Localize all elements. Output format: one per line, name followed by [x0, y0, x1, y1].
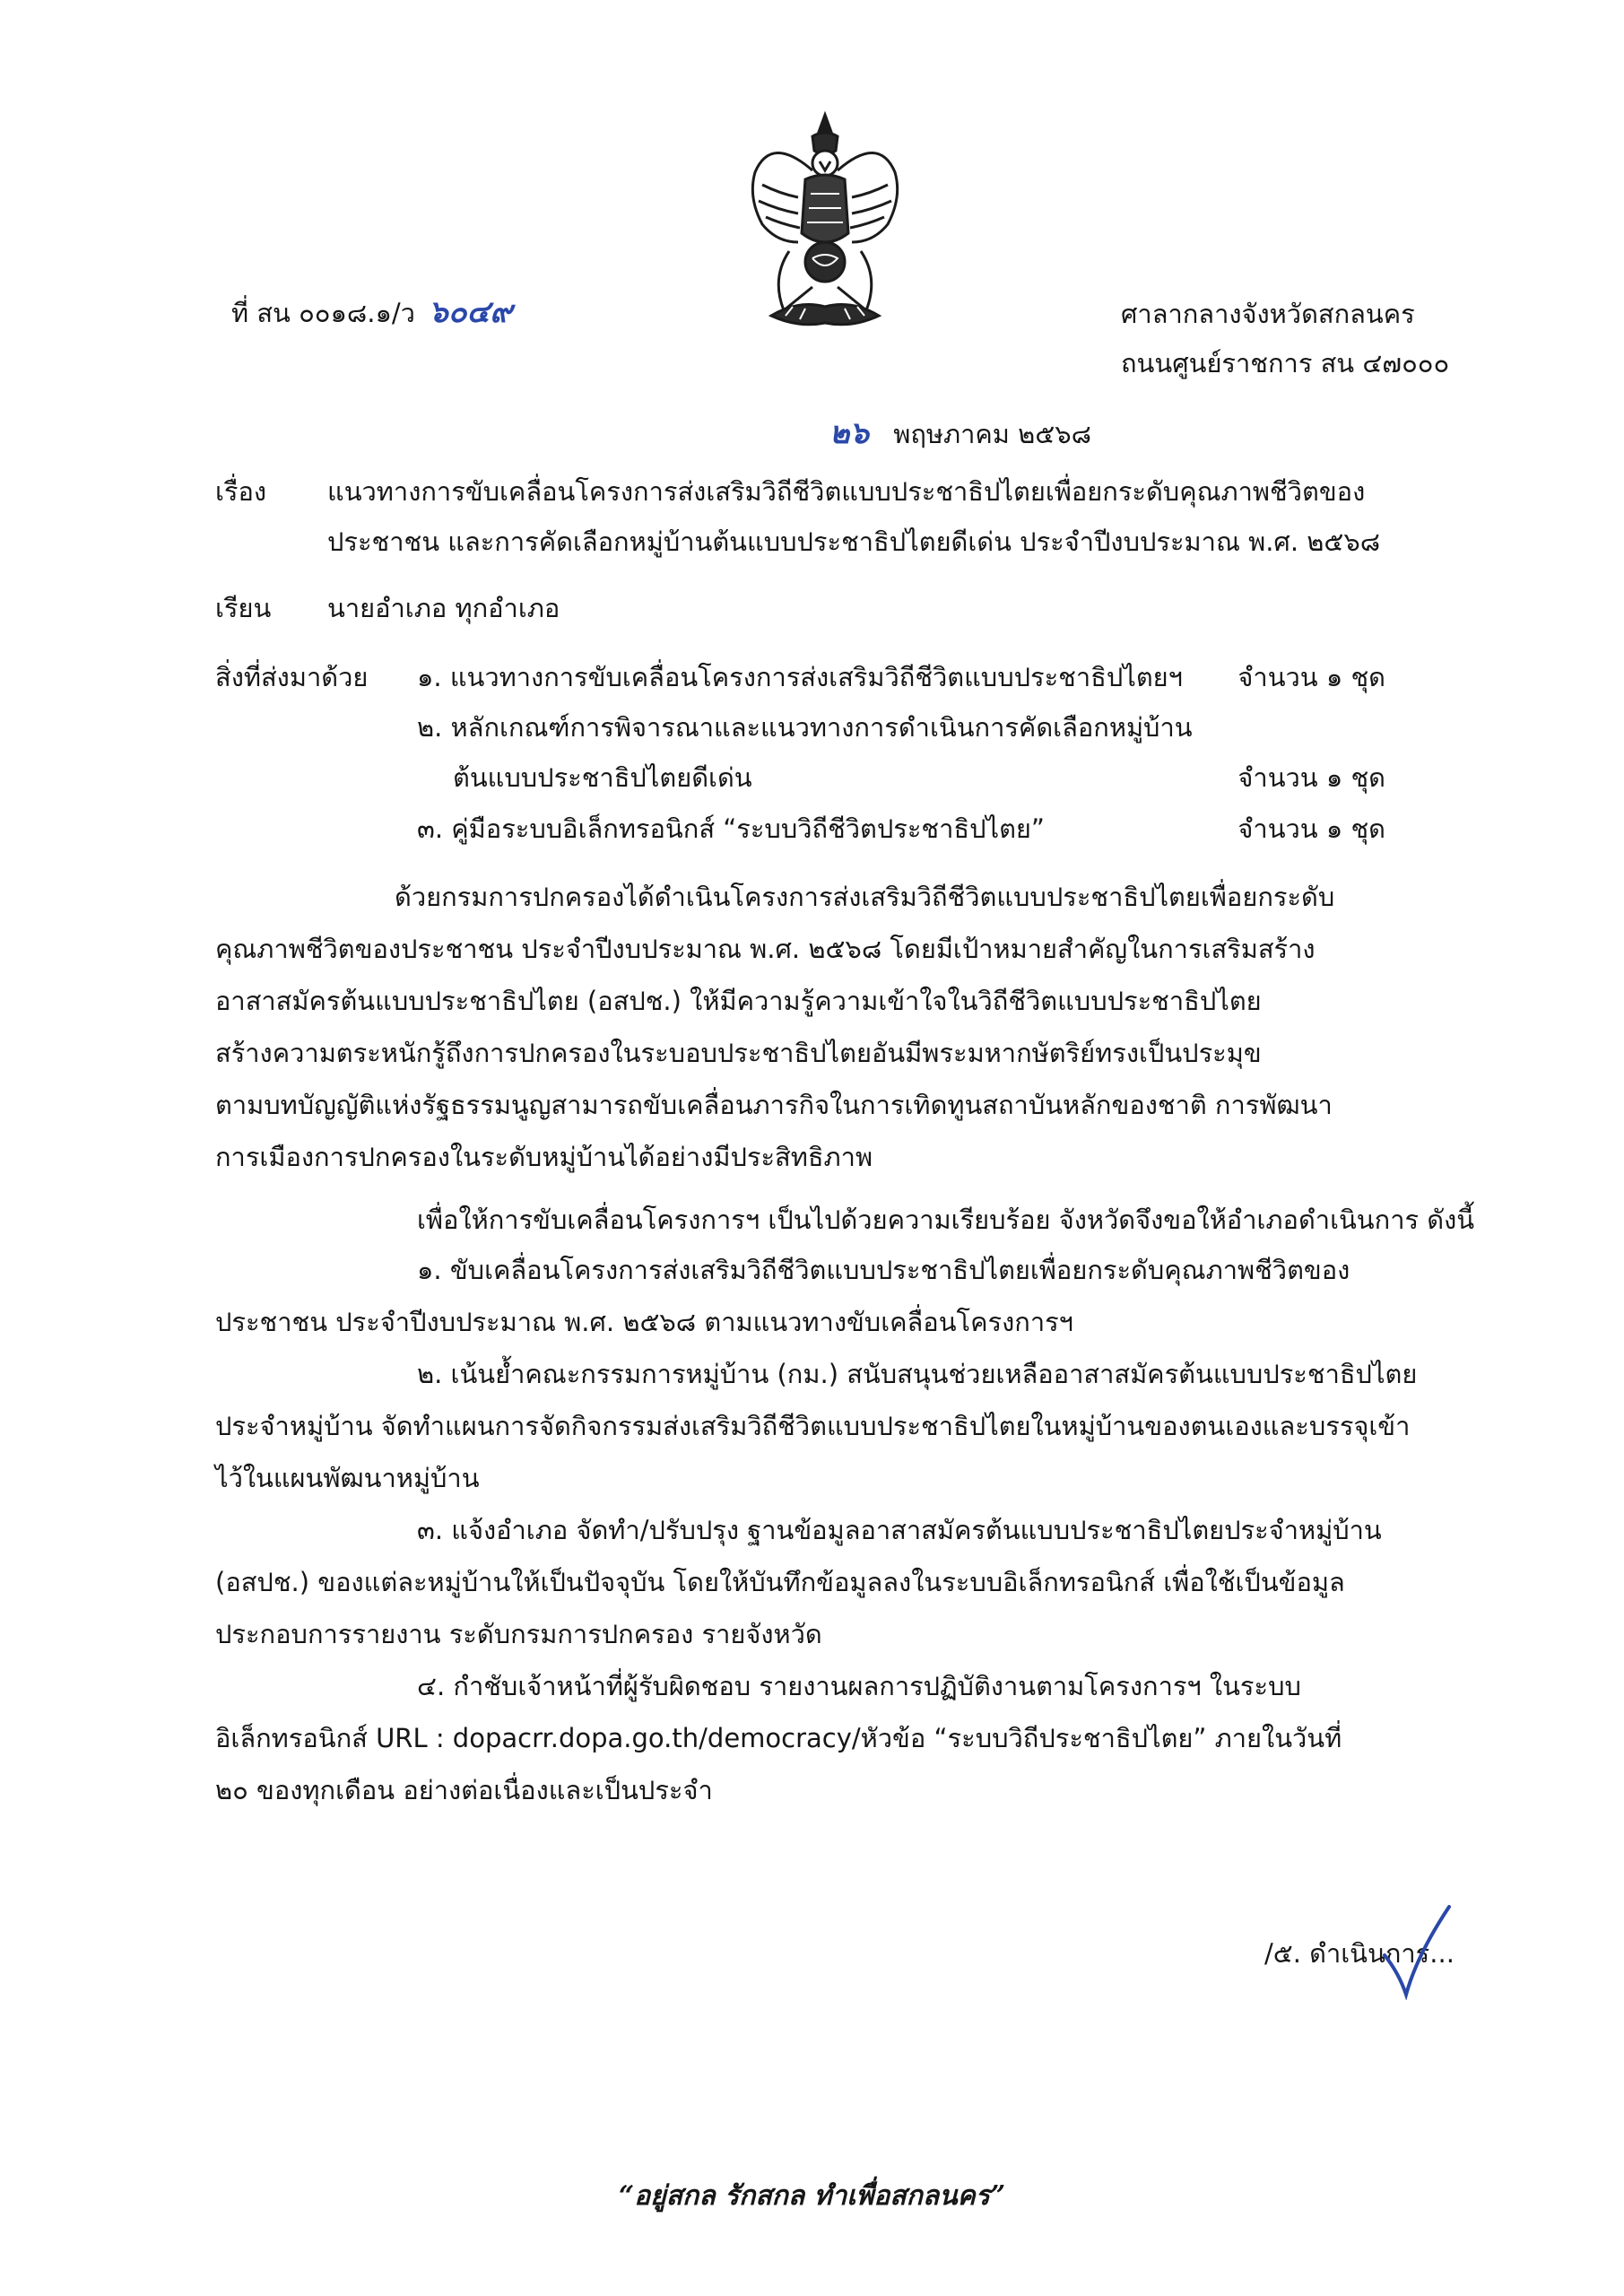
- signature-check-icon: [1381, 1901, 1453, 2000]
- body-p1-line-5: ตามบทบัญญัติแห่งรัฐธรรมนูญสามารถขับเคลื่อนภารกิจในการเทิดทูนสถาบันหลักของชาติ การพัฒนา: [215, 1090, 1333, 1120]
- enclosure-item-1-text: ๑. แนวทางการขับเคลื่อนโครงการส่งเสริมวิถีชีวิตแบบประชาธิปไตยฯ: [417, 662, 1183, 692]
- enclosure-item-3-text: ๓. คู่มือระบบอิเล็กทรอนิกส์ “ระบบวิถีชีวิตประชาธิปไตย”: [417, 813, 1045, 844]
- to-label: เรียน: [215, 593, 272, 623]
- item-2-line-1: ๒. เน้นย้ำคณะกรรมการหมู่บ้าน (กม.) สนับสนุนช่วยเหลืออาสาสมัครต้นแบบประชาธิปไตย: [417, 1359, 1418, 1389]
- item-4-line-2: อิเล็กทรอนิกส์ URL : dopacrr.dopa.go.th/democracy/หัวข้อ “ระบบวิถีประชาธิปไตย” ภายในวันที่: [215, 1723, 1342, 1753]
- item-1-line-1: ๑. ขับเคลื่อนโครงการส่งเสริมวิถีชีวิตแบบประชาธิปไตยเพื่อยกระดับคุณภาพชีวิตของ: [417, 1255, 1350, 1285]
- reference-number-handwritten: ๖๐๔๙: [429, 294, 513, 330]
- item-3-line-1: ๓. แจ้งอำเภอ จัดทำ/ปรับปรุง ฐานข้อมูลอาสาสมัครต้นแบบประชาธิปไตยประจำหมู่บ้าน: [417, 1515, 1382, 1545]
- enclosure-item-2-line-2: ต้นแบบประชาธิปไตยดีเด่น: [453, 762, 752, 793]
- enclosure-item-1-amount: จำนวน ๑ ชุด: [1238, 662, 1385, 692]
- item-3-line-3: ประกอบการรายงาน ระดับกรมการปกครอง รายจังหวัด: [215, 1619, 822, 1649]
- body-p1-line-6: การเมืองการปกครองในระดับหมู่บ้านได้อย่างมีประสิทธิภาพ: [215, 1142, 873, 1172]
- item-4-line-3: ๒๐ ของทุกเดือน อย่างต่อเนื่องและเป็นประจำ: [215, 1775, 713, 1805]
- enclosure-item-2-amount: จำนวน ๑ ชุด: [1238, 762, 1385, 793]
- date-day-handwritten: ๒๖: [829, 415, 869, 451]
- reference-line: [231, 287, 512, 338]
- item-1-line-2: ประชาชน ประจำปีงบประมาณ พ.ศ. ๒๕๖๘ ตามแนวทางขับเคลื่อนโครงการฯ: [215, 1307, 1073, 1337]
- enclosures-label: สิ่งที่ส่งมาด้วย: [215, 662, 369, 692]
- subject-line-2: ประชาชน และการคัดเลือกหมู่บ้านต้นแบบประชาธิปไตยดีเด่น ประจำปีงบประมาณ พ.ศ. ๒๕๖๘: [327, 526, 1381, 557]
- footer-motto: “อยู่สกล รักสกล ทำเพื่อสกลนคร”: [618, 2180, 1006, 2212]
- body-p2: เพื่อให้การขับเคลื่อนโครงการฯ เป็นไปด้วยความเรียบร้อย จังหวัดจึงขอให้อำเภอดำเนินการ ดังนี้: [417, 1205, 1475, 1235]
- enclosure-item-2: [453, 752, 1385, 803]
- to-value: นายอำเภอ ทุกอำเภอ: [327, 593, 560, 623]
- body-p1-line-1: ด้วยกรมการปกครองได้ดำเนินโครงการส่งเสริมวิถีชีวิตแบบประชาธิปไตยเพื่อยกระดับ: [395, 882, 1335, 912]
- office-name: ศาลากลางจังหวัดสกลนคร: [1121, 299, 1415, 329]
- item-3-line-2: (อสปช.) ของแต่ละหมู่บ้านให้เป็นปัจจุบัน โดยให้บันทึกข้อมูลลงในระบบอิเล็กทรอนิกส์ เพื่อใช้เป็นข้อมูล: [215, 1567, 1345, 1597]
- enclosure-item-3-amount: จำนวน ๑ ชุด: [1238, 813, 1385, 844]
- subject-line-1: แนวทางการขับเคลื่อนโครงการส่งเสริมวิถีชีวิตแบบประชาธิปไตยเพื่อยกระดับคุณภาพชีวิตของ: [327, 476, 1366, 507]
- item-2-line-3: ไว้ในแผนพัฒนาหมู่บ้าน: [215, 1463, 480, 1493]
- subject-label: เรื่อง: [215, 476, 267, 507]
- enclosure-item-3: [417, 804, 1385, 854]
- item-4-line-1: ๔. กำชับเจ้าหน้าที่ผู้รับผิดชอบ รายงานผลการปฏิบัติงานตามโครงการฯ ในระบบ: [417, 1671, 1301, 1701]
- item-2-line-2: ประจำหมู่บ้าน จัดทำแผนการจัดกิจกรรมส่งเสริมวิถีชีวิตแบบประชาธิปไตยในหมู่บ้านของตนเองและบรรจุเข้า: [215, 1411, 1411, 1441]
- body-p1-line-2: คุณภาพชีวิตของประชาชน ประจำปีงบประมาณ พ.ศ. ๒๕๖๘ โดยมีเป้าหมายสำคัญในการเสริมสร้าง: [215, 934, 1316, 964]
- body-p1-line-3: อาสาสมัครต้นแบบประชาธิปไตย (อสปช.) ให้มีความรู้ความเข้าใจในวิถีชีวิตแบบประชาธิปไตย: [215, 986, 1262, 1016]
- enclosure-item-1: [417, 652, 1385, 702]
- garuda-emblem: [735, 108, 915, 332]
- enclosure-item-2-line-1: ๒. หลักเกณฑ์การพิจารณาและแนวทางการดำเนินการคัดเลือกหมู่บ้าน: [417, 712, 1193, 743]
- reference-label: ที่ สน ๐๐๑๘.๑/ว: [231, 298, 415, 328]
- body-p1-line-4: สร้างความตระหนักรู้ถึงการปกครองในระบอบประชาธิปไตยอันมีพระมหากษัตริย์ทรงเป็นประมุข: [215, 1038, 1262, 1068]
- date-month-year: พฤษภาคม ๒๕๖๘: [893, 419, 1091, 449]
- date-line: [829, 408, 1091, 459]
- continuation-note: /๕. ดำเนินการ...: [1264, 1938, 1455, 1969]
- office-address: ถนนศูนย์ราชการ สน ๔๗๐๐๐: [1121, 348, 1450, 378]
